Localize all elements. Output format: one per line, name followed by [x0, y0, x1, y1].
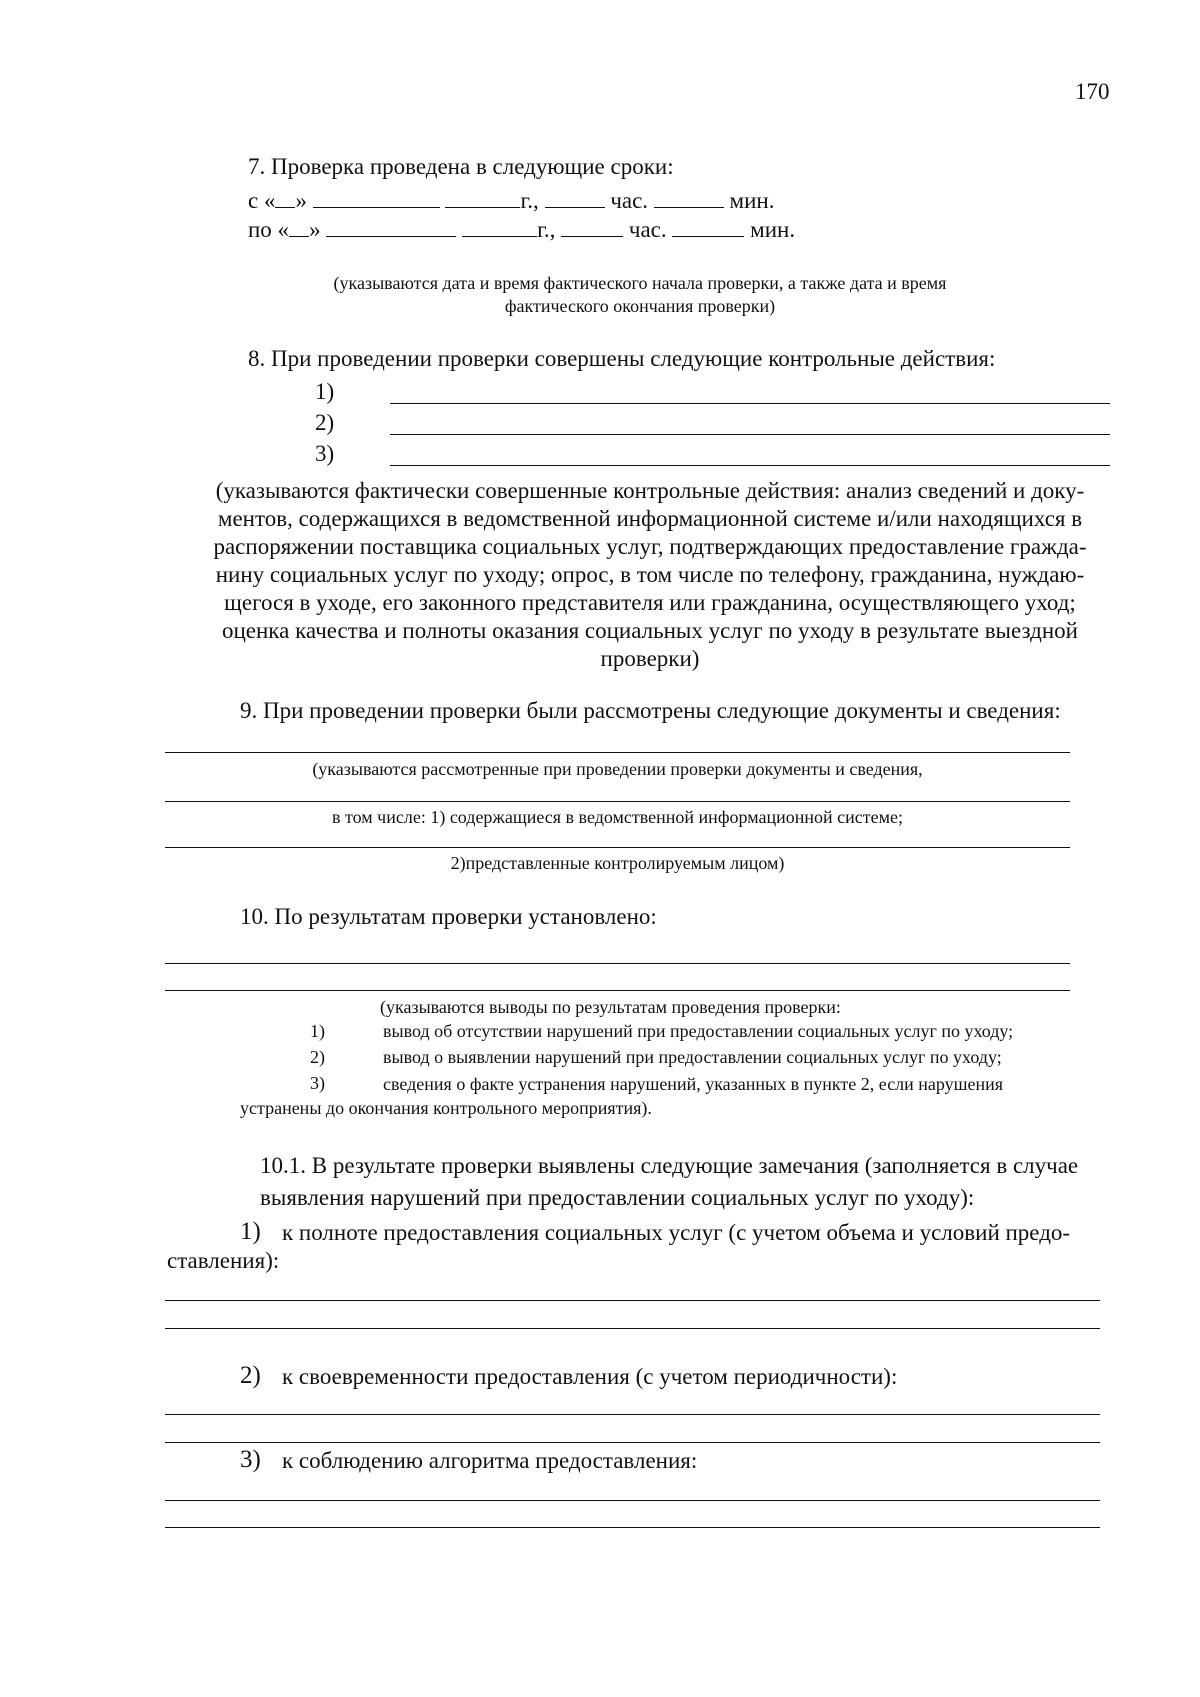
page-number: 170 [1075, 79, 1110, 104]
section-9-note-line1: (указываются рассмотренные при проведении проверки документы и сведения, [312, 759, 923, 779]
date-from-row [248, 187, 774, 215]
day-from-field[interactable] [275, 189, 295, 208]
section-9-note-line2: в том числе: 1) содержащиеся в ведомственной информационной системе; [332, 807, 903, 827]
section-8-title: 8. При проведении проверки совершены следующие контрольные действия: [248, 346, 996, 371]
findings-field-1[interactable] [165, 963, 1070, 964]
remark-1-field-2[interactable] [165, 1328, 1100, 1329]
date-to-row [248, 216, 795, 244]
remark-2-field-1[interactable] [165, 1414, 1100, 1415]
action-item-3-field[interactable] [390, 465, 1110, 466]
remark-3-text: к соблюдению алгоритма предоставления: [282, 1448, 698, 1473]
minute-to-suffix: мин. [750, 217, 796, 242]
remark-1-text: к полноте предоставления социальных услуг (с учетом объема и условий предо- [282, 1220, 1071, 1245]
hour-from-field[interactable] [545, 189, 605, 208]
conclusion-3-text: сведения о факте устранения нарушений, указанных в пункте 2, если нарушения [383, 1074, 1004, 1094]
section-8-note-line5: щегося в уходе, его законного представителя или гражданина, осуществляющего уход; [224, 590, 1076, 615]
remark-2-number: 2) [240, 1362, 261, 1389]
section-8-note-line4: нину социальных услуг по уходу; опрос, в том числе по телефону, гражданина, нуждаю- [215, 562, 1085, 587]
month-from-field[interactable] [313, 189, 440, 208]
documents-field-2[interactable] [165, 801, 1070, 802]
findings-field-2[interactable] [165, 990, 1070, 991]
remark-3-field-1[interactable] [165, 1500, 1100, 1501]
remark-1-field-1[interactable] [165, 1300, 1100, 1301]
day-to-field[interactable] [289, 218, 309, 237]
date-from-prefix: с « [248, 188, 276, 213]
action-item-3-number: 3) [315, 441, 335, 466]
action-item-1-field[interactable] [390, 403, 1110, 404]
documents-field-3[interactable] [165, 847, 1070, 848]
section-8-note-line7: проверки) [600, 646, 700, 671]
section-8-note-line3: распоряжении поставщика социальных услуг, подтверждающих предоставление гражда- [213, 534, 1087, 559]
section-8-note-line6: оценка качества и полноты оказания социальных услуг по уходу в результате выездной [221, 618, 1078, 643]
section-10-title: 10. По результатам проверки установлено: [240, 904, 657, 929]
section-7-note-line1: (указываются дата и время фактического начала проверки, а также дата и время [333, 273, 947, 293]
hour-to-suffix: час. [628, 217, 667, 242]
hour-from-suffix: час. [610, 188, 649, 213]
section-8-note-line1: (указываются фактически совершенные контрольные действия: анализ сведений и доку- [215, 478, 1085, 503]
section-10-1-line2: выявления нарушений при предоставлении социальных услуг по уходу): [260, 1185, 975, 1210]
remark-1-number: 1) [240, 1218, 261, 1245]
remark-3-field-2[interactable] [165, 1527, 1100, 1528]
conclusion-2-text: вывод о выявлении нарушений при предоставлении социальных услуг по уходу; [383, 1047, 1002, 1067]
action-item-1-number: 1) [315, 379, 335, 404]
remark-2-text: к своевременности предоставления (с учетом периодичности): [282, 1364, 898, 1389]
date-from-close: » [295, 188, 307, 213]
minute-to-field[interactable] [672, 218, 744, 237]
action-item-2-field[interactable] [390, 434, 1110, 435]
date-to-close: » [309, 217, 321, 242]
date-to-prefix: по « [248, 217, 290, 242]
month-to-field[interactable] [326, 218, 456, 237]
year-to-suffix: г., [537, 217, 556, 242]
conclusion-3-tail: устранены до окончания контрольного мероприятия). [240, 1098, 652, 1118]
remark-3-number: 3) [240, 1446, 261, 1473]
remark-2-field-2[interactable] [165, 1442, 1100, 1443]
action-item-2-number: 2) [315, 410, 335, 435]
conclusion-3-number: 3) [310, 1073, 325, 1093]
section-7-title: 7. Проверка проведена в следующие сроки: [248, 154, 674, 179]
minute-from-suffix: мин. [729, 188, 775, 213]
conclusion-1-number: 1) [310, 1021, 325, 1041]
year-from-suffix: г., [520, 188, 539, 213]
year-to-field[interactable] [462, 218, 537, 237]
remark-1-tail: ставления): [167, 1248, 280, 1273]
year-from-field[interactable] [445, 189, 520, 208]
section-10-1-line1: 10.1. В результате проверки выявлены следующие замечания (заполняется в случае [260, 1153, 1079, 1178]
hour-to-field[interactable] [561, 218, 623, 237]
conclusion-2-number: 2) [310, 1047, 325, 1067]
section-10-note-intro: (указываются выводы по результатам проведения проверки: [380, 997, 841, 1017]
section-7-note-line2: фактического окончания проверки) [504, 296, 776, 316]
documents-field-1[interactable] [165, 752, 1070, 753]
section-9-note-line3: 2)представленные контролируемым лицом) [450, 853, 785, 873]
section-8-note-line2: ментов, содержащихся в ведомственной информационной системе и/или находящихся в [217, 506, 1083, 531]
section-9-title: 9. При проведении проверки были рассмотрены следующие документы и сведения: [240, 698, 1061, 723]
conclusion-1-text: вывод об отсутствии нарушений при предоставлении социальных услуг по уходу; [383, 1021, 1014, 1041]
minute-from-field[interactable] [654, 189, 724, 208]
